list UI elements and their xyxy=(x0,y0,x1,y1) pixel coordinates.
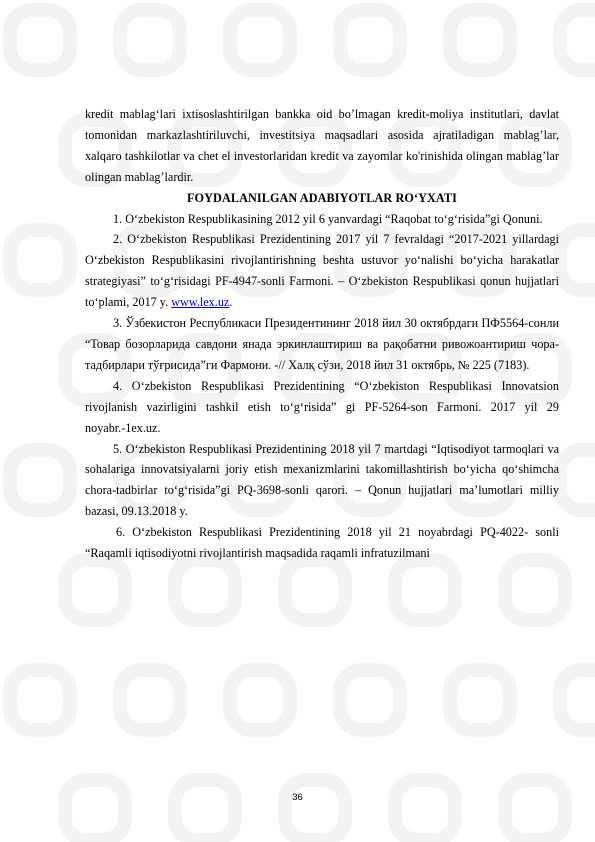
watermark-shape xyxy=(505,780,565,840)
document-body xyxy=(85,104,559,564)
watermark-shape xyxy=(560,230,595,290)
watermark-shape xyxy=(10,450,70,510)
reference-item-2-end: . xyxy=(229,295,233,310)
watermark-shape xyxy=(450,670,510,730)
watermark-shape xyxy=(395,560,455,620)
reference-item-2 xyxy=(85,229,559,313)
reference-item-1: 1. O‘zbekiston Respublikasining 2012 yil 6 yanvardagi “Raqobat to‘g‘risida”gi Qonuni. xyxy=(113,211,543,226)
watermark-shape xyxy=(230,10,290,70)
reference-item-2-text: 2. O‘zbekiston Respublikasi Prezidentining 2017 yil 7 fevraldagi “2017-2021 yillardagi O‘zbekiston Respublikasini rivojlantirishning beshta ustuvor yo‘nalishi bo‘yicha harakatlar strategiyasi” to‘g‘risidagi PF-4947-sonli Farmoni. – O‘zbekiston Respublikasi qonun hujjatlari to‘plami, 2017 y. xyxy=(85,232,559,310)
references-heading: FOYDALANILGAN ADABIYOTLAR RO‘YXATI xyxy=(187,190,457,205)
watermark-shape xyxy=(120,10,180,70)
reference-item-5: 5. O‘zbekiston Respublikasi Prezidentining 2018 yil 7 martdagi “Iqtisodiyot tarmoqlari va sohalariga innovatsiyalarni joriy etish mexanizmlarini takomillashtirish bo‘yicha qo‘shimcha chora-tadbirlar to‘g‘risida”gi PQ-3698-sonli qarori. – Qonun hujjatlari ma’lumotlari milliy bazasi, 09.13.2018 y. xyxy=(85,441,559,519)
watermark-shape xyxy=(65,560,125,620)
watermark-shape xyxy=(285,780,345,840)
watermark-shape xyxy=(285,560,345,620)
watermark-shape xyxy=(340,670,400,730)
watermark-shape xyxy=(560,670,595,730)
watermark-shape xyxy=(10,230,70,290)
watermark-shape xyxy=(505,560,565,620)
watermark-shape xyxy=(175,560,235,620)
intro-paragraph: kredit mablag‘lari ixtisoslashtirilgan bankka oid bo’lmagan kredit-moliya institutlari, davlat tomonidan markazlashtiriluvchi, investitsiya maqsadlari asosida ajratiladigan mablag’lar, xalqaro tashkilotlar va chet el investorlaridan kredit va zayomlar ko'rinishida olingan mablag’lar olingan mablag’lardir. xyxy=(85,107,559,184)
page-number: 36 xyxy=(292,792,303,803)
watermark-shape xyxy=(65,780,125,840)
watermark-shape xyxy=(120,670,180,730)
watermark-shape xyxy=(560,10,595,70)
watermark-shape xyxy=(10,10,70,70)
watermark-shape xyxy=(560,450,595,510)
watermark-shape xyxy=(175,780,235,840)
reference-item-3: 3. Ўзбекистон Республикаси Президентининг 2018 йил 30 октябрдаги ПФ5564-сонли “Товар бозорларида савдони янада эркинлаштириш ва рақобатни ривожоантириш чора-тадбирлари тўғрисида”ги Фармони. -// Халқ сўзи, 2018 йил 31 октябрь, № 225 (7183). xyxy=(85,316,559,372)
watermark-shape xyxy=(10,670,70,730)
watermark-shape xyxy=(450,10,510,70)
reference-item-6: 6. O‘zbekiston Respublikasi Prezidentining 2018 yil 21 noyabrdagi PQ-4022- sonli “Raqamli iqtisodiyotni rivojlantirish maqsadida raqamli infratuzilmani xyxy=(85,525,559,561)
lex-uz-link[interactable]: www.lex.uz xyxy=(171,295,230,310)
reference-item-4: 4. O‘zbekiston Respublikasi Prezidentining “O‘zbekiston Respublikasi Innovatsion rivojlanish vazirligini tashkil etish to‘g‘risida” gi PF-5264-son Farmoni. 2017 yil 29 noyabr.-1ex.uz. xyxy=(85,378,559,435)
watermark-shape xyxy=(395,780,455,840)
watermark-shape xyxy=(340,10,400,70)
watermark-shape xyxy=(230,670,290,730)
